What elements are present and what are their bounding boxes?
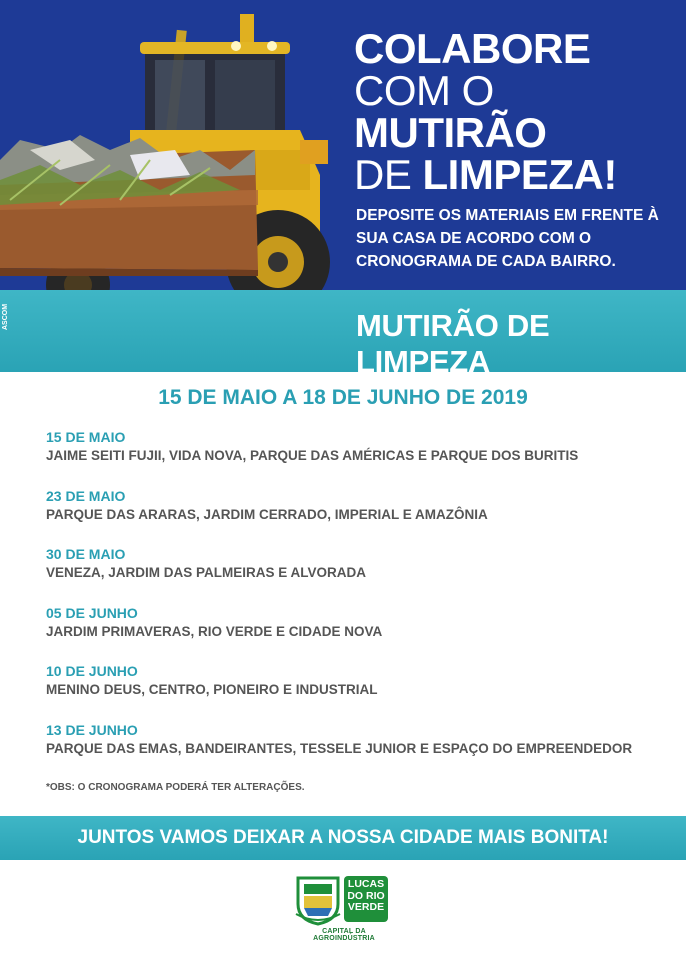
schedule-date: 15 DE MAIO [46, 429, 126, 445]
schedule-places: MENINO DEUS, CENTRO, PIONEIRO E INDUSTRIAL [46, 682, 378, 697]
city-name-line-1: LUCAS [347, 878, 385, 890]
city-name-line-2: DO RIO [347, 889, 385, 902]
schedule-item [46, 428, 676, 487]
schedule-item [46, 487, 676, 546]
schedule-places: PARQUE DAS EMAS, BANDEIRANTES, TESSELE JUNIOR E ESPAÇO DO EMPREENDEDOR [46, 740, 633, 756]
logo-caption: CAPITAL DA AGROINDÚSTRIA [313, 928, 375, 942]
schedule-date: 05 DE JUNHO [46, 604, 138, 621]
footer-slogan: JUNTOS VAMOS DEIXAR A NOSSA CIDADE MAIS BONITA! [77, 827, 609, 848]
schedule-places: JARDIM PRIMAVERAS, RIO VERDE E CIDADE NOVA [46, 623, 383, 639]
headline-line-3 [354, 151, 686, 198]
headline-line-2-bold: MUTIRÃO [354, 109, 547, 156]
city-name-badge [344, 876, 388, 922]
backhoe-loader-icon [0, 0, 340, 290]
hero-banner [0, 0, 686, 290]
headline-line-3-bold: LIMPEZA! [422, 151, 617, 198]
coat-of-arms-icon [294, 874, 342, 926]
date-range: 15 DE MAIO A 18 DE JUNHO DE 2019 [158, 386, 528, 409]
schedule-item [46, 604, 676, 663]
headline-line-3-prefix: DE [354, 151, 423, 198]
headline-line-2-prefix: COM O [354, 67, 494, 114]
schedule-places: VENEZA, JARDIM DAS PALMEIRAS E ALVORADA [46, 565, 367, 580]
headline [354, 25, 686, 198]
schedule-date: 30 DE MAIO [46, 546, 126, 562]
schedule-list [46, 428, 676, 779]
schedule-item [46, 545, 676, 604]
city-logo [294, 874, 394, 942]
schedule-date: 23 DE MAIO [46, 487, 126, 504]
schedule-places: PARQUE DAS ARARAS, JARDIM CERRADO, IMPERIAL E AMAZÔNIA [46, 506, 488, 522]
photo-credit: ASCOM [2, 303, 9, 330]
footer-band [0, 816, 686, 860]
headline-line-1: COLABORE [354, 25, 591, 72]
city-name-line-3: VERDE [347, 901, 385, 913]
schedule-date: 10 DE JUNHO [46, 663, 138, 679]
schedule-note: *OBS: O CRONOGRAMA PODERÁ TER ALTERAÇÕES. [46, 782, 305, 793]
schedule-places: JAIME SEITI FUJII, VIDA NOVA, PARQUE DAS AMÉRICAS E PARQUE DOS BURITIS [46, 448, 579, 463]
headline-line-2 [354, 67, 686, 156]
title-band [0, 290, 686, 379]
band-title: MUTIRÃO DE LIMPEZA [356, 308, 550, 379]
instructions-text: DEPOSITE OS MATERIAIS EM FRENTE À SUA CASA DE ACORDO COM O CRONOGRAMA DE CADA BAIRRO. [356, 207, 659, 270]
schedule-date: 13 DE JUNHO [46, 721, 138, 738]
schedule-item [46, 721, 676, 780]
schedule-item [46, 662, 676, 721]
